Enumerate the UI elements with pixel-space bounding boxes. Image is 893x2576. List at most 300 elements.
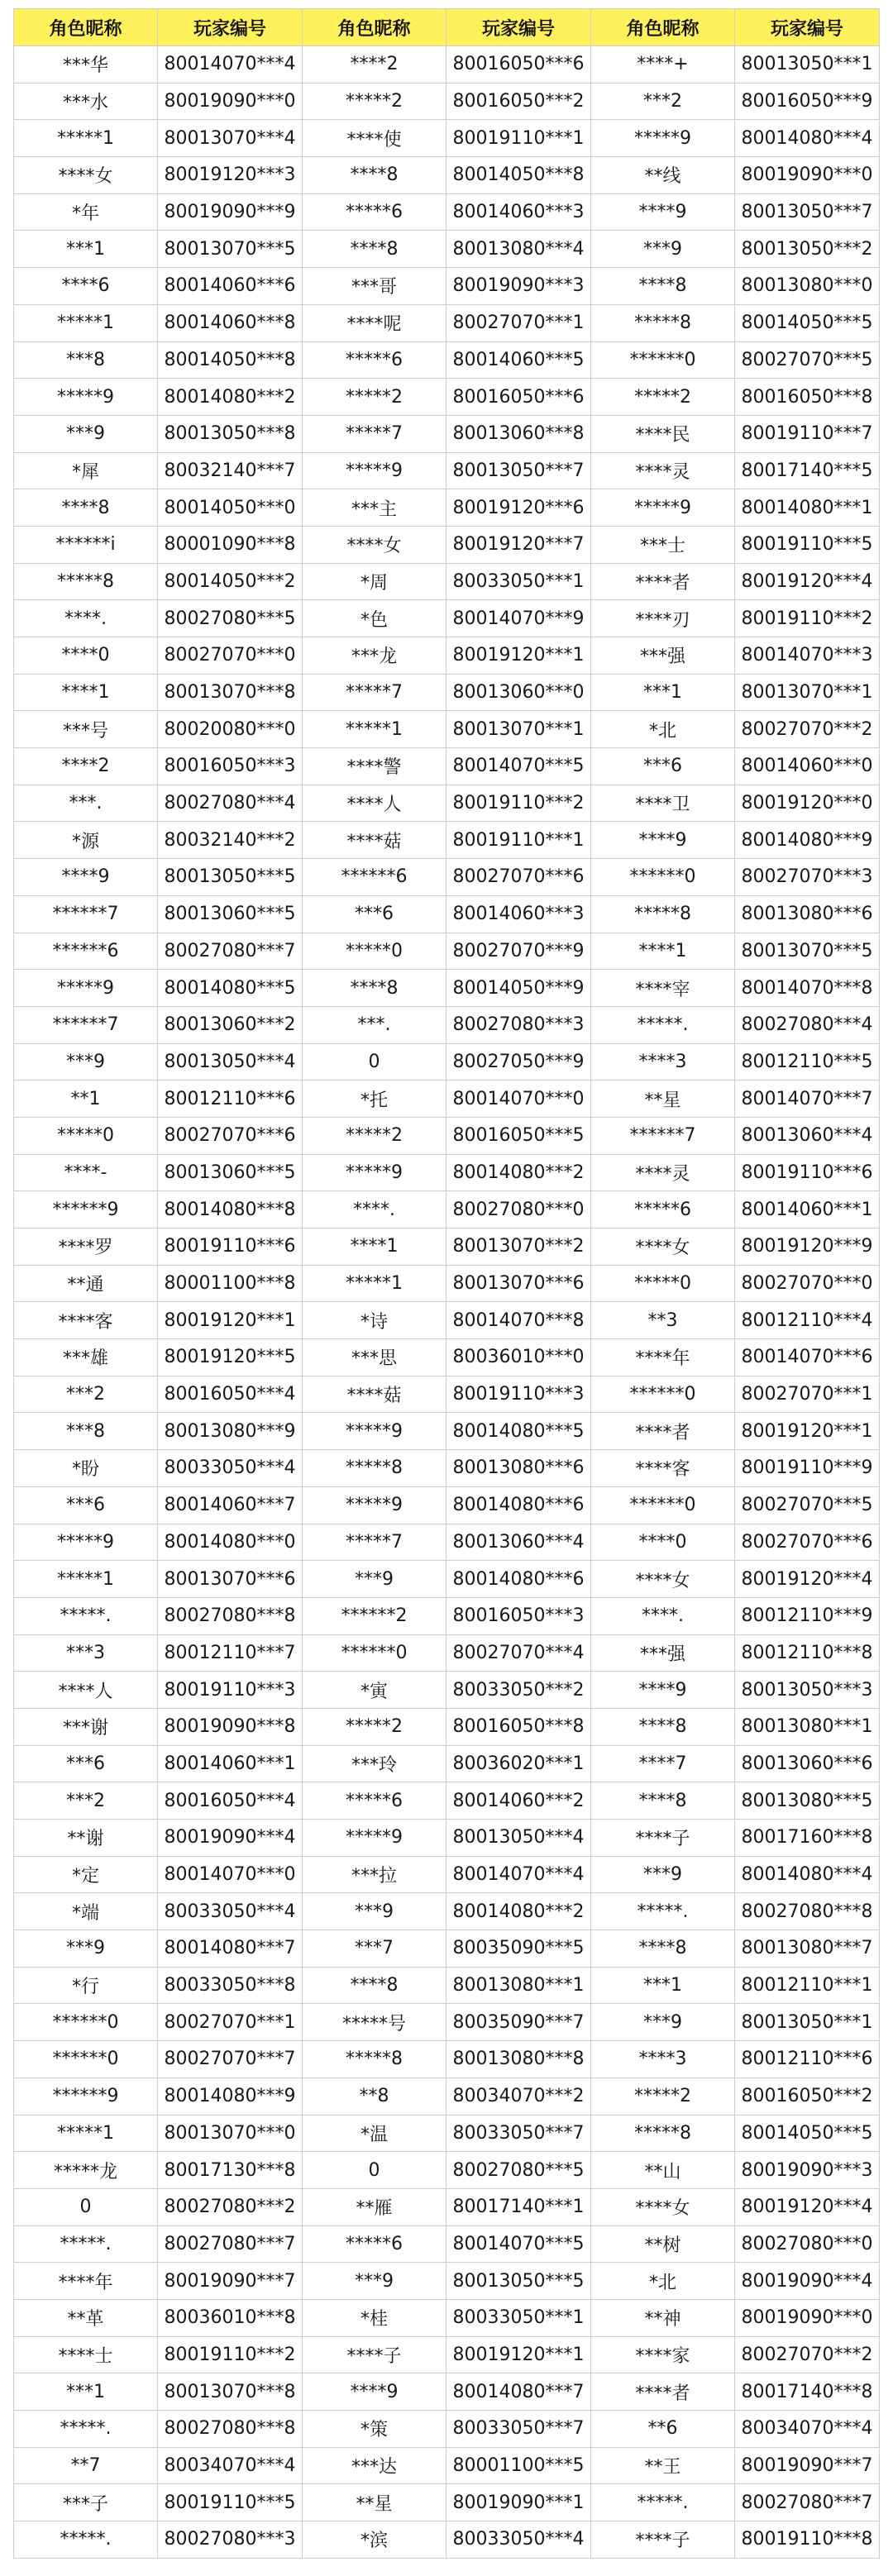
player-id-cell: 80014070***4 [158,46,303,83]
nickname-cell: ****9 [591,193,735,231]
nickname-cell: *****. [14,1597,158,1634]
nickname-cell: ***9 [14,415,158,452]
nickname-cell: ***2 [14,1782,158,1820]
nickname-cell: ****8 [14,489,158,527]
nickname-cell: ****灵 [591,1154,735,1191]
player-id-cell: 80035090***5 [446,1930,591,1968]
player-id-cell: 80034070***4 [735,2411,880,2448]
nickname-cell: ***9 [303,2263,446,2300]
table-row [14,748,880,785]
nickname-cell: *****8 [303,2041,446,2078]
table-row [14,1561,880,1598]
nickname-cell: ******0 [14,2041,158,2078]
player-table-container [13,8,880,2559]
nickname-cell: *****1 [303,1265,446,1302]
nickname-cell: *周 [303,563,446,600]
nickname-cell: *端 [14,1893,158,1930]
nickname-cell: *滨 [303,2521,446,2559]
table-row [14,157,880,194]
nickname-cell: ******6 [303,859,446,896]
table-row [14,193,880,231]
nickname-cell: *****8 [591,895,735,933]
nickname-cell: ****9 [591,822,735,859]
nickname-cell: *诗 [303,1302,446,1339]
player-id-cell: 80013060***4 [735,1117,880,1154]
player-id-cell: 80019120***3 [158,157,303,194]
nickname-cell: *****9 [303,452,446,489]
nickname-cell: *策 [303,2411,446,2448]
nickname-cell: **神 [591,2299,735,2336]
player-id-cell: 80027070***1 [446,304,591,341]
nickname-cell: *****6 [303,341,446,379]
player-id-cell: 80027070***1 [158,2004,303,2041]
player-id-cell: 80014080***4 [735,120,880,157]
nickname-cell: ***拉 [303,1856,446,1893]
table-row [14,895,880,933]
player-id-cell: 80027070***6 [158,1117,303,1154]
player-id-cell: 80014070***5 [446,748,591,785]
nickname-cell: **8 [303,2077,446,2115]
player-id-cell: 80019110***6 [735,1154,880,1191]
player-id-cell: 80019110***1 [446,822,591,859]
nickname-cell: ****1 [303,1228,446,1266]
nickname-cell: ***. [14,785,158,822]
player-id-cell: 80016050***9 [735,83,880,120]
nickname-cell: *****1 [14,120,158,157]
player-id-cell: 80013070***4 [158,120,303,157]
player-id-cell: 80013080***4 [446,231,591,268]
nickname-cell: **谢 [14,1820,158,1857]
header-player-id-3: 玩家编号 [735,9,880,46]
player-id-cell: 80013070***0 [158,2115,303,2152]
nickname-cell: *年 [14,193,158,231]
table-row [14,2225,880,2263]
table-body [14,46,880,2559]
player-id-cell: 80013060***0 [446,674,591,711]
table-row [14,2263,880,2300]
table-row [14,379,880,416]
nickname-cell: *寅 [303,1672,446,1709]
player-id-cell: 80019090***0 [735,157,880,194]
nickname-cell: ***雄 [14,1339,158,1376]
player-id-cell: 80013050***8 [158,415,303,452]
player-id-cell: 80027080***4 [735,1006,880,1043]
table-row [14,1376,880,1413]
nickname-cell: *桂 [303,2299,446,2336]
nickname-cell: ****年 [14,2263,158,2300]
table-row [14,674,880,711]
nickname-cell: *托 [303,1080,446,1118]
nickname-cell: *****1 [14,304,158,341]
table-row [14,83,880,120]
player-id-cell: 80014050***8 [158,341,303,379]
nickname-cell: *****6 [303,1782,446,1820]
nickname-cell: ****人 [303,785,446,822]
player-id-cell: 80027070***9 [446,933,591,970]
nickname-cell: *色 [303,600,446,637]
nickname-cell: ***达 [303,2447,446,2484]
player-id-cell: 80014070***4 [446,1856,591,1893]
player-id-cell: 80019120***1 [446,637,591,675]
table-row [14,785,880,822]
player-id-cell: 80019120***6 [446,489,591,527]
player-id-cell: 80027070***0 [158,637,303,675]
player-id-cell: 80013060***6 [735,1745,880,1782]
player-id-cell: 80033050***4 [158,1893,303,1930]
player-id-cell: 80013060***4 [446,1524,591,1561]
nickname-cell: ****. [14,600,158,637]
nickname-cell: *****1 [303,711,446,748]
table-row [14,2336,880,2373]
player-id-cell: 80014080***2 [446,1154,591,1191]
nickname-cell: ****3 [591,2041,735,2078]
player-id-cell: 80034070***4 [158,2447,303,2484]
player-id-cell: 80014070***6 [735,1339,880,1376]
nickname-cell: ******0 [591,341,735,379]
player-id-cell: 80033050***7 [446,2115,591,2152]
table-row [14,2521,880,2559]
player-id-cell: 80013070***2 [446,1228,591,1266]
nickname-cell: ******0 [591,859,735,896]
nickname-cell: *****9 [303,1820,446,1857]
nickname-cell: *****9 [14,1524,158,1561]
table-row [14,1154,880,1191]
nickname-cell: ***玲 [303,1745,446,1782]
nickname-cell: ****灵 [591,452,735,489]
table-row [14,268,880,305]
nickname-cell: ***. [303,1006,446,1043]
nickname-cell: ***华 [14,46,158,83]
nickname-cell: ****- [14,1154,158,1191]
player-id-cell: 80013070***1 [735,674,880,711]
player-id-cell: 80014060***7 [158,1486,303,1524]
nickname-cell: *****号 [303,2004,446,2041]
nickname-cell: ****菇 [303,822,446,859]
player-id-cell: 80017140***1 [446,2188,591,2225]
table-header [14,9,880,46]
nickname-cell: **通 [14,1265,158,1302]
table-row [14,563,880,600]
player-id-cell: 80027080***8 [158,2411,303,2448]
nickname-cell: ****7 [591,1745,735,1782]
nickname-cell: ****0 [591,1524,735,1561]
player-id-cell: 80033050***1 [446,563,591,600]
nickname-cell: *****8 [14,563,158,600]
nickname-cell: ****9 [591,1672,735,1709]
nickname-cell: ******7 [14,1006,158,1043]
player-id-cell: 80013070***5 [735,933,880,970]
table-row [14,1228,880,1266]
nickname-cell: ***6 [14,1486,158,1524]
player-id-cell: 80014070***8 [446,1302,591,1339]
nickname-cell: *****. [591,1893,735,1930]
nickname-cell: ****2 [14,748,158,785]
player-id-cell: 80019110***9 [735,1450,880,1487]
player-id-cell: 80013080***1 [735,1708,880,1745]
nickname-cell: *****0 [591,1265,735,1302]
player-id-cell: 80012110***6 [735,2041,880,2078]
player-id-cell: 80016050***3 [446,1597,591,1634]
header-nickname-2: 角色昵称 [303,9,446,46]
table-row [14,1967,880,2004]
player-id-cell: 80019090***4 [158,1820,303,1857]
nickname-cell: *****9 [303,1154,446,1191]
player-id-cell: 80013050***5 [158,859,303,896]
nickname-cell: ****卫 [591,785,735,822]
player-id-cell: 80019120***7 [446,526,591,563]
table-row [14,1191,880,1228]
player-id-cell: 80027080***5 [158,600,303,637]
nickname-cell: ****者 [591,563,735,600]
table-row [14,933,880,970]
nickname-cell: *****2 [591,2077,735,2115]
table-row [14,1450,880,1487]
player-id-cell: 80013050***7 [446,452,591,489]
table-row [14,526,880,563]
player-id-cell: 80019090***3 [735,2152,880,2189]
nickname-cell: ***9 [591,2004,735,2041]
player-id-cell: 80014080***4 [735,1856,880,1893]
nickname-cell: ****8 [591,268,735,305]
player-id-cell: 80019120***0 [735,785,880,822]
table-row [14,1413,880,1450]
nickname-cell: *****2 [303,83,446,120]
nickname-cell: ***9 [591,231,735,268]
table-row [14,2447,880,2484]
player-id-cell: 80036010***8 [158,2299,303,2336]
nickname-cell: *温 [303,2115,446,2152]
nickname-cell: ***子 [14,2484,158,2521]
player-id-cell: 80019090***0 [158,83,303,120]
table-row [14,637,880,675]
player-id-cell: 80017130***8 [158,2152,303,2189]
player-id-cell: 80014080***5 [158,970,303,1007]
nickname-cell: ***9 [303,1893,446,1930]
table-row [14,2373,880,2411]
player-id-cell: 80027080***5 [446,2152,591,2189]
nickname-cell: *****2 [303,379,446,416]
player-id-cell: 80014050***8 [446,157,591,194]
nickname-cell: *****. [14,2521,158,2559]
nickname-cell: ***1 [14,2373,158,2411]
player-id-cell: 80013050***7 [735,193,880,231]
header-nickname-1: 角色昵称 [14,9,158,46]
nickname-cell: ****1 [591,933,735,970]
player-id-cell: 80016050***6 [446,379,591,416]
table-row [14,1708,880,1745]
player-id-cell: 80013060***2 [158,1006,303,1043]
nickname-cell: *****6 [303,2225,446,2263]
header-row [14,9,880,46]
player-id-cell: 80019110***2 [735,600,880,637]
nickname-cell: ****士 [14,2336,158,2373]
table-row [14,120,880,157]
player-id-cell: 80001100***8 [158,1265,303,1302]
player-id-cell: 80016050***5 [446,1117,591,1154]
table-row [14,2004,880,2041]
nickname-cell: *****0 [303,933,446,970]
nickname-cell: ******6 [14,933,158,970]
nickname-cell: ***9 [303,1561,446,1598]
player-id-cell: 80014070***5 [446,2225,591,2263]
player-id-cell: 80016050***4 [158,1376,303,1413]
player-id-cell: 80016050***6 [446,46,591,83]
table-row [14,1745,880,1782]
nickname-cell: ***9 [591,1856,735,1893]
nickname-cell: ****者 [591,2373,735,2411]
nickname-cell: ****子 [591,2521,735,2559]
player-id-cell: 80019090***8 [158,1708,303,1745]
nickname-cell: ****8 [303,1967,446,2004]
player-id-cell: 80027070***5 [735,341,880,379]
table-row [14,859,880,896]
nickname-cell: ****8 [303,970,446,1007]
table-row [14,304,880,341]
player-id-cell: 80014080***9 [735,822,880,859]
player-id-cell: 80027080***7 [735,2484,880,2521]
player-id-cell: 80014050***0 [158,489,303,527]
player-id-cell: 80034070***2 [446,2077,591,2115]
table-row [14,1672,880,1709]
table-row [14,1820,880,1857]
player-id-cell: 80013050***3 [735,1672,880,1709]
player-id-cell: 80017140***8 [735,2373,880,2411]
table-row [14,231,880,268]
player-id-cell: 80033050***4 [446,2521,591,2559]
table-row [14,1856,880,1893]
nickname-cell: ****家 [591,2336,735,2373]
nickname-cell: ***强 [591,637,735,675]
player-id-cell: 80014080***1 [735,489,880,527]
nickname-cell: **7 [14,2447,158,2484]
player-id-cell: 80019110***7 [735,415,880,452]
table-row [14,1043,880,1080]
player-id-cell: 80019090***7 [158,2263,303,2300]
nickname-cell: *****9 [591,120,735,157]
player-id-cell: 80027080***3 [446,1006,591,1043]
player-id-cell: 80013070***8 [158,2373,303,2411]
player-id-cell: 80019090***1 [446,2484,591,2521]
player-id-cell: 80027070***5 [735,1486,880,1524]
player-id-cell: 80014060***6 [158,268,303,305]
player-id-cell: 80019110***2 [446,785,591,822]
nickname-cell: *盼 [14,1450,158,1487]
nickname-cell: *****2 [303,1117,446,1154]
player-id-cell: 80013070***1 [446,711,591,748]
nickname-cell: 0 [303,2152,446,2189]
nickname-cell: ***2 [14,1376,158,1413]
table-row [14,1634,880,1672]
player-id-cell: 80014050***9 [446,970,591,1007]
player-id-cell: 80013060***8 [446,415,591,452]
nickname-cell: ****呢 [303,304,446,341]
player-id-cell: 80019120***1 [446,2336,591,2373]
player-id-cell: 80014080***7 [158,1930,303,1968]
header-player-id-1: 玩家编号 [158,9,303,46]
player-id-cell: 80033050***1 [446,2299,591,2336]
nickname-cell: *****8 [591,304,735,341]
nickname-cell: *****9 [591,489,735,527]
player-id-cell: 80014080***8 [158,1191,303,1228]
player-id-cell: 80013050***4 [158,1043,303,1080]
nickname-cell: **树 [591,2225,735,2263]
nickname-cell: ****9 [14,859,158,896]
nickname-cell: ****罗 [14,1228,158,1266]
nickname-cell: ****菇 [303,1376,446,1413]
player-id-cell: 80027070***3 [735,859,880,896]
player-id-cell: 80014050***2 [158,563,303,600]
player-id-cell: 80014060***1 [158,1745,303,1782]
player-id-cell: 80033050***7 [446,2411,591,2448]
table-row [14,1265,880,1302]
player-id-cell: 80027080***8 [158,1597,303,1634]
nickname-cell: *****0 [14,1117,158,1154]
player-id-cell: 80013080***8 [446,2041,591,2078]
nickname-cell: ****9 [303,2373,446,2411]
nickname-cell: **3 [591,1302,735,1339]
nickname-cell: ***3 [14,1634,158,1672]
nickname-cell: ****女 [591,1228,735,1266]
player-id-cell: 80020080***0 [158,711,303,748]
player-id-cell: 80019110***3 [158,1672,303,1709]
nickname-cell: **王 [591,2447,735,2484]
nickname-cell: ******9 [14,1191,158,1228]
player-id-cell: 80017140***5 [735,452,880,489]
player-id-cell: 80013050***1 [735,2004,880,2041]
nickname-cell: *****8 [303,1450,446,1487]
player-id-cell: 80013050***2 [735,231,880,268]
player-id-cell: 80013080***5 [735,1782,880,1820]
player-id-cell: 80019120***9 [735,1228,880,1266]
nickname-cell: **星 [591,1080,735,1118]
table-row [14,1117,880,1154]
table-row [14,711,880,748]
nickname-cell: ****8 [591,1782,735,1820]
nickname-cell: *****7 [303,415,446,452]
player-id-cell: 80019110***1 [446,120,591,157]
player-id-cell: 80013060***5 [158,895,303,933]
nickname-cell: **线 [591,157,735,194]
player-id-cell: 80019110***6 [158,1228,303,1266]
nickname-cell: ***思 [303,1339,446,1376]
nickname-cell: *****7 [303,1524,446,1561]
player-id-cell: 80027080***7 [158,2225,303,2263]
nickname-cell: ******0 [591,1376,735,1413]
nickname-cell: *源 [14,822,158,859]
nickname-cell: *北 [591,2263,735,2300]
player-id-cell: 80027070***1 [735,1376,880,1413]
player-id-cell: 80016050***8 [446,1708,591,1745]
nickname-cell: ***6 [591,748,735,785]
player-id-cell: 80019120***1 [158,1302,303,1339]
nickname-cell: **6 [591,2411,735,2448]
nickname-cell: ******0 [303,1634,446,1672]
player-id-cell: 80027080***3 [158,2521,303,2559]
table-row [14,2077,880,2115]
player-id-cell: 80014060***1 [735,1191,880,1228]
nickname-cell: ****者 [591,1413,735,1450]
player-id-cell: 80014050***5 [735,304,880,341]
player-id-cell: 80013080***7 [735,1930,880,1968]
player-id-cell: 80035090***7 [446,2004,591,2041]
player-id-cell: 80014080***6 [446,1486,591,1524]
table-row [14,822,880,859]
player-id-cell: 80027070***6 [735,1524,880,1561]
player-id-cell: 80014060***2 [446,1782,591,1820]
nickname-cell: ***7 [303,1930,446,1968]
table-row [14,415,880,452]
nickname-cell: ****3 [591,1043,735,1080]
